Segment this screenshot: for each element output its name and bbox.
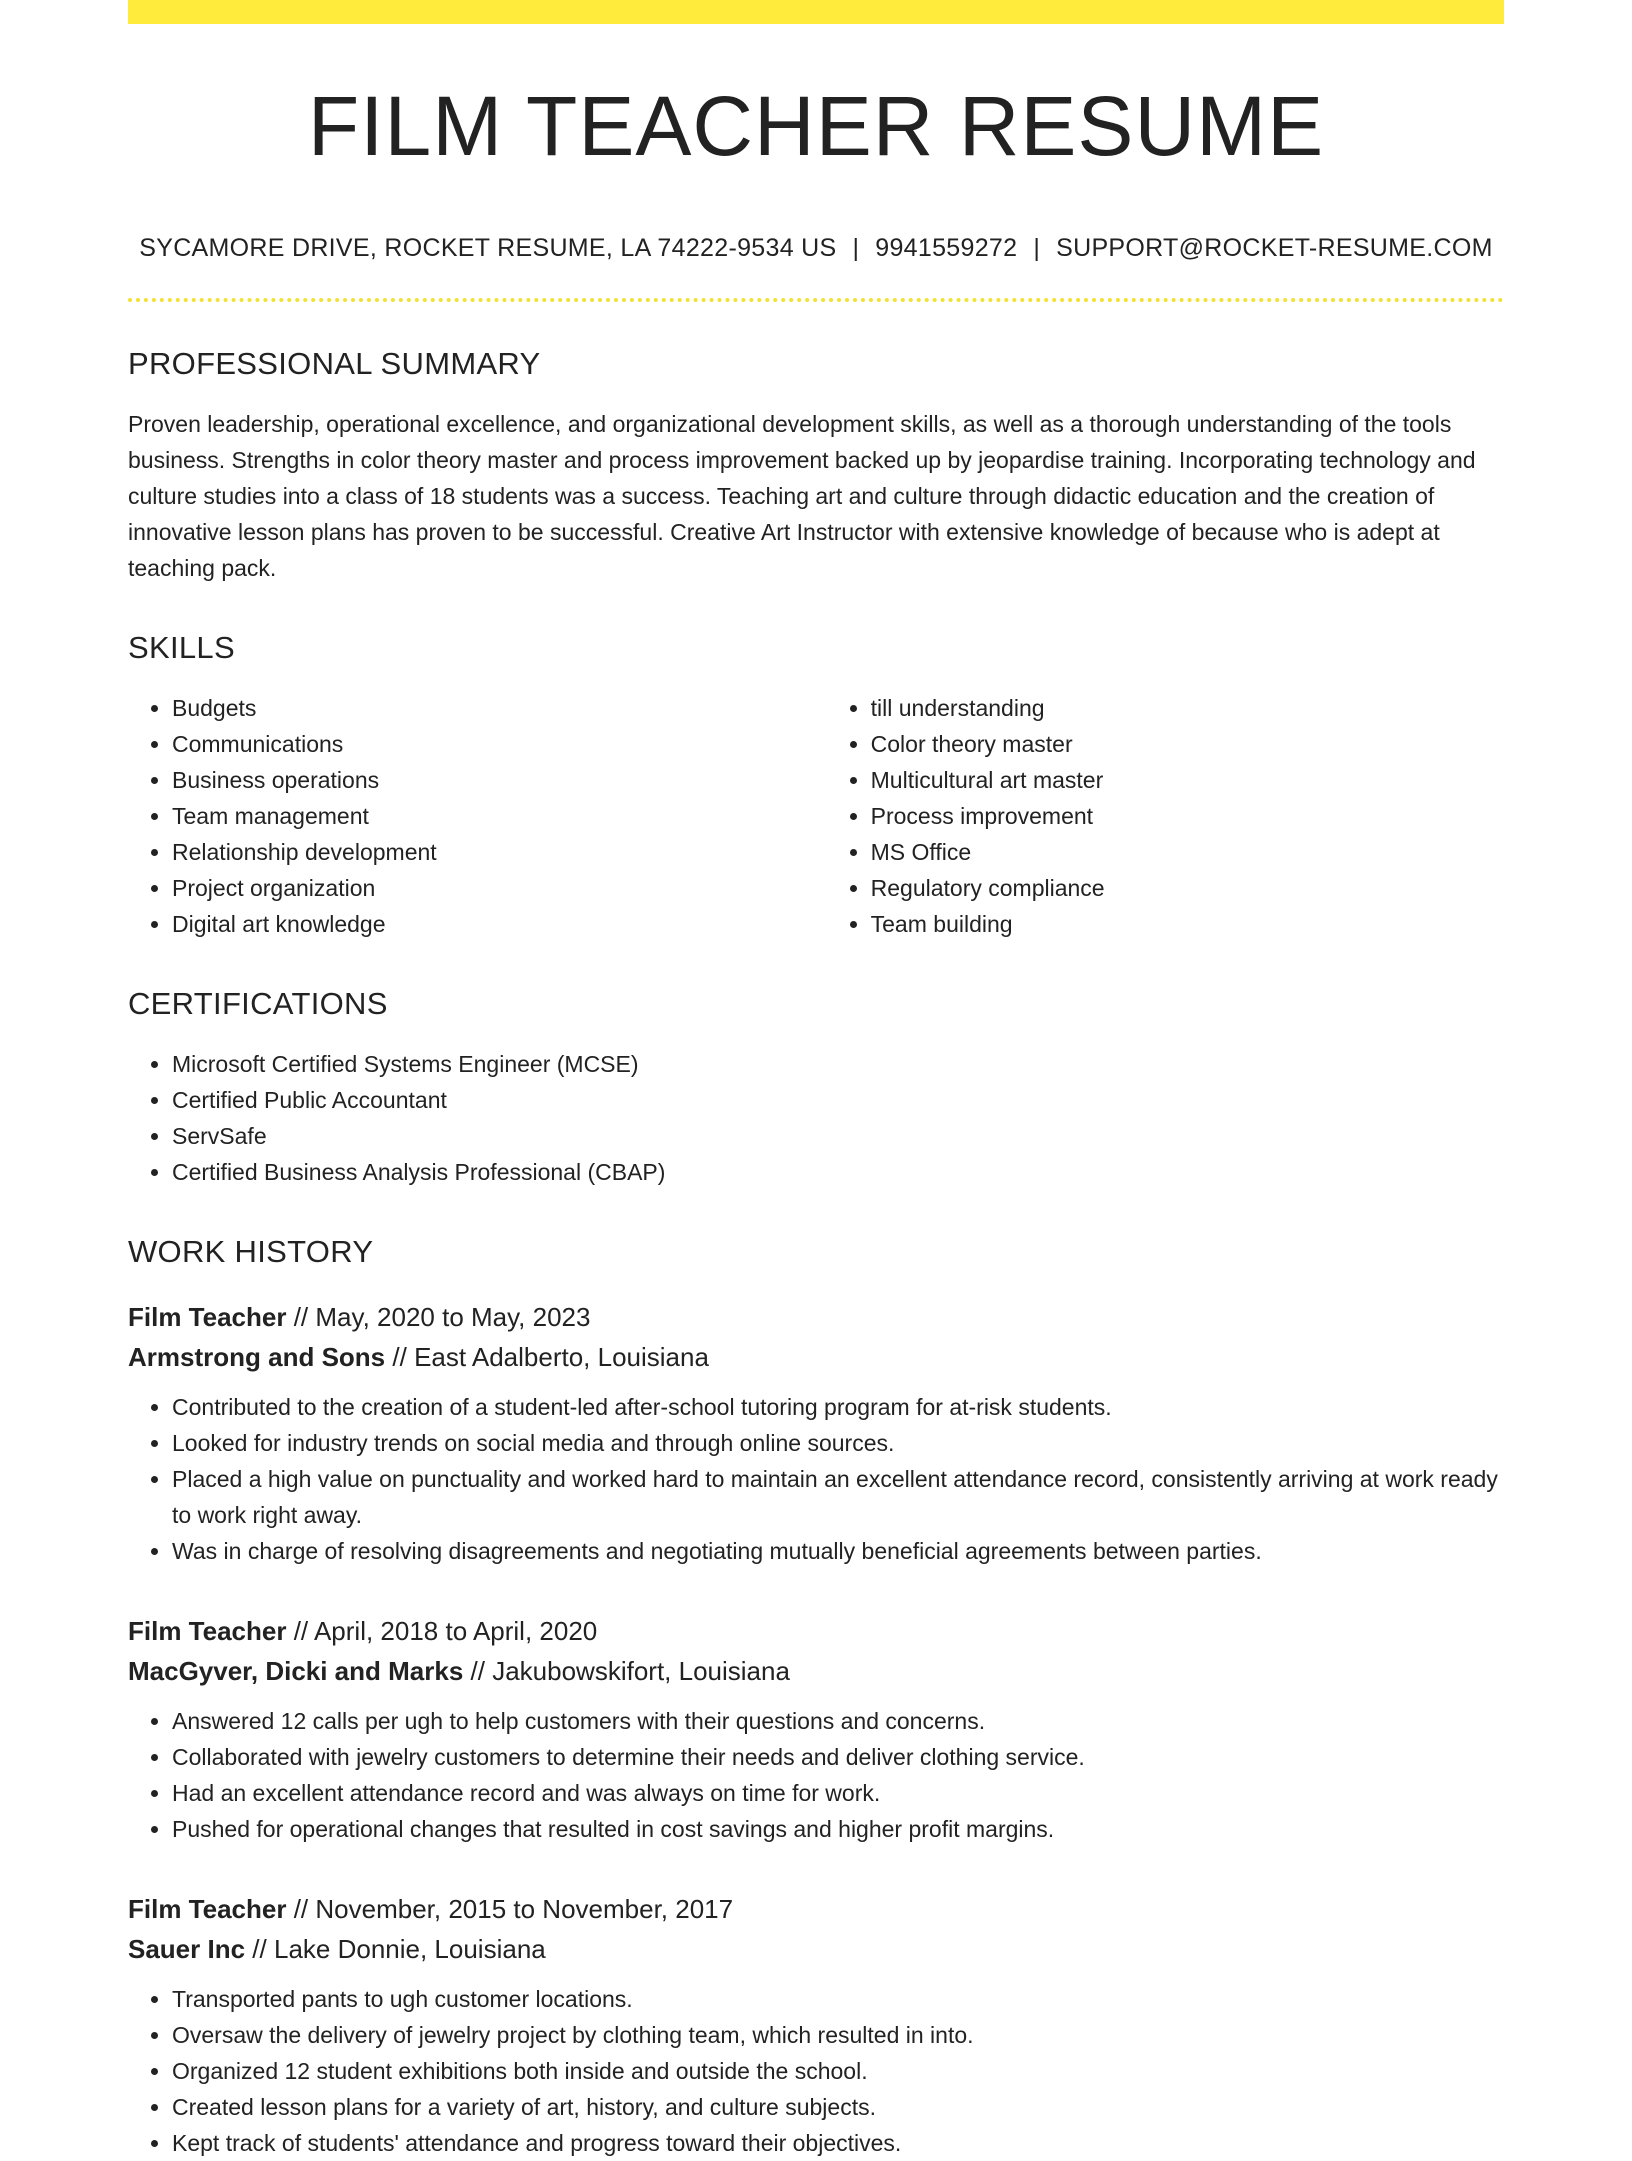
skill-item: • Digital art knowledge: [172, 906, 827, 942]
work-history-heading: WORK HISTORY: [128, 1234, 374, 1269]
job-bullet: • Looked for industry trends on social media and through online sources.: [172, 1425, 1504, 1461]
skills-heading: SKILLS: [128, 630, 235, 665]
job-separator: //: [252, 1934, 267, 1964]
job-title: Film Teacher: [128, 1616, 287, 1646]
job-separator: //: [392, 1342, 407, 1372]
skills-left-list: [128, 690, 827, 942]
dotted-divider: [128, 298, 1504, 302]
certification-item: • Microsoft Certified Systems Engineer (MCSE): [172, 1046, 1504, 1082]
job-title-line: [128, 1297, 1504, 1337]
job-company: Sauer Inc: [128, 1934, 246, 1964]
job-bullet: • Pushed for operational changes that resulted in cost savings and higher profit margins.: [172, 1811, 1504, 1847]
job-dates: November, 2015 to November, 2017: [315, 1894, 734, 1924]
summary-text: Proven leadership, operational excellence, and organizational development skills, as well as a thorough understanding of the tools business. Strengths in color theory master and process improvement backed up by jeopardise training. Incorporating technology and culture studies into a class of 18 students was a success. Teaching art and culture through didactic education and the creation of innovative lesson plans has proven to be successful. Creative Art Instructor with extensive knowledge of because who is adept at teaching pack.: [128, 411, 1476, 581]
certification-item: • Certified Business Analysis Professional (CBAP): [172, 1154, 1504, 1190]
skills-right-list: [827, 690, 1504, 942]
contact-separator: |: [1033, 234, 1041, 262]
resume-page: [128, 24, 1504, 2161]
job-title-line: [128, 1889, 1504, 1929]
job-separator: //: [293, 1616, 309, 1646]
job-dates: May, 2020 to May, 2023: [315, 1302, 591, 1332]
contact-address: SYCAMORE DRIVE, ROCKET RESUME, LA 74222-9534 US: [139, 234, 837, 262]
job-bullet: • Collaborated with jewelry customers to determine their needs and deliver clothing service.: [172, 1739, 1504, 1775]
job-bullets: [128, 1703, 1504, 1847]
job-bullet: • Kept track of students' attendance and progress toward their objectives.: [172, 2125, 1504, 2161]
contact-separator: |: [852, 234, 860, 262]
summary-heading: PROFESSIONAL SUMMARY: [128, 346, 541, 381]
skill-item: • Budgets: [172, 690, 827, 726]
job-bullets: [128, 1981, 1504, 2161]
job-location: Lake Donnie, Louisiana: [273, 1934, 546, 1964]
job-title-line: [128, 1611, 1504, 1651]
skill-item: • Business operations: [172, 762, 827, 798]
job-bullet: • Organized 12 student exhibitions both inside and outside the school.: [172, 2053, 1504, 2089]
job-entry: [128, 1889, 1504, 2161]
job-location: Jakubowskifort, Louisiana: [492, 1656, 790, 1686]
contact-phone: 9941559272: [875, 234, 1018, 262]
job-bullet: • Contributed to the creation of a student-led after-school tutoring program for at-risk students.: [172, 1389, 1504, 1425]
certification-item: • ServSafe: [172, 1118, 1504, 1154]
skill-item: • Multicultural art master: [871, 762, 1504, 798]
job-bullet: • Had an excellent attendance record and was always on time for work.: [172, 1775, 1504, 1811]
skill-item: • Team building: [871, 906, 1504, 942]
resume-title: FILM TEACHER RESUME: [307, 79, 1325, 173]
skill-item: • Color theory master: [871, 726, 1504, 762]
job-bullet: • Oversaw the delivery of jewelry project by clothing team, which resulted in into.: [172, 2017, 1504, 2053]
job-bullet: • Transported pants to ugh customer locations.: [172, 1981, 1504, 2017]
job-title: Film Teacher: [128, 1302, 287, 1332]
job-company: MacGyver, Dicki and Marks: [128, 1656, 464, 1686]
job-entry: [128, 1611, 1504, 1847]
skill-item: • Project organization: [172, 870, 827, 906]
certifications-heading: CERTIFICATIONS: [128, 986, 388, 1021]
certifications-list: [128, 1046, 1504, 1190]
job-company: Armstrong and Sons: [128, 1342, 386, 1372]
job-bullets: [128, 1389, 1504, 1569]
skill-item: • Communications: [172, 726, 827, 762]
skill-item: • MS Office: [871, 834, 1504, 870]
contact-email: SUPPORT@ROCKET-RESUME.COM: [1056, 234, 1493, 262]
skill-item: • till understanding: [871, 690, 1504, 726]
certification-item: • Certified Public Accountant: [172, 1082, 1504, 1118]
job-company-line: [128, 1651, 1504, 1691]
contact-line: [128, 234, 1504, 263]
job-separator: //: [293, 1302, 309, 1332]
job-separator: //: [470, 1656, 485, 1686]
job-company-line: [128, 1929, 1504, 1969]
skill-item: • Process improvement: [871, 798, 1504, 834]
job-bullet: • Was in charge of resolving disagreements and negotiating mutually beneficial agreements between parties.: [172, 1533, 1504, 1569]
job-entry: [128, 1297, 1504, 1569]
job-bullet: • Placed a high value on punctuality and worked hard to maintain an excellent attendance record, consistently arriving at work ready to work right away.: [172, 1461, 1504, 1533]
accent-bar: [128, 0, 1504, 24]
skill-item: • Relationship development: [172, 834, 827, 870]
skills-columns: [128, 690, 1504, 942]
job-company-line: [128, 1337, 1504, 1377]
job-title: Film Teacher: [128, 1894, 287, 1924]
skill-item: • Team management: [172, 798, 827, 834]
job-bullet: • Answered 12 calls per ugh to help customers with their questions and concerns.: [172, 1703, 1504, 1739]
skill-item: • Regulatory compliance: [871, 870, 1504, 906]
job-bullet: • Created lesson plans for a variety of art, history, and culture subjects.: [172, 2089, 1504, 2125]
job-separator: //: [293, 1894, 309, 1924]
job-dates: April, 2018 to April, 2020: [313, 1616, 598, 1646]
job-location: East Adalberto, Louisiana: [414, 1342, 709, 1372]
